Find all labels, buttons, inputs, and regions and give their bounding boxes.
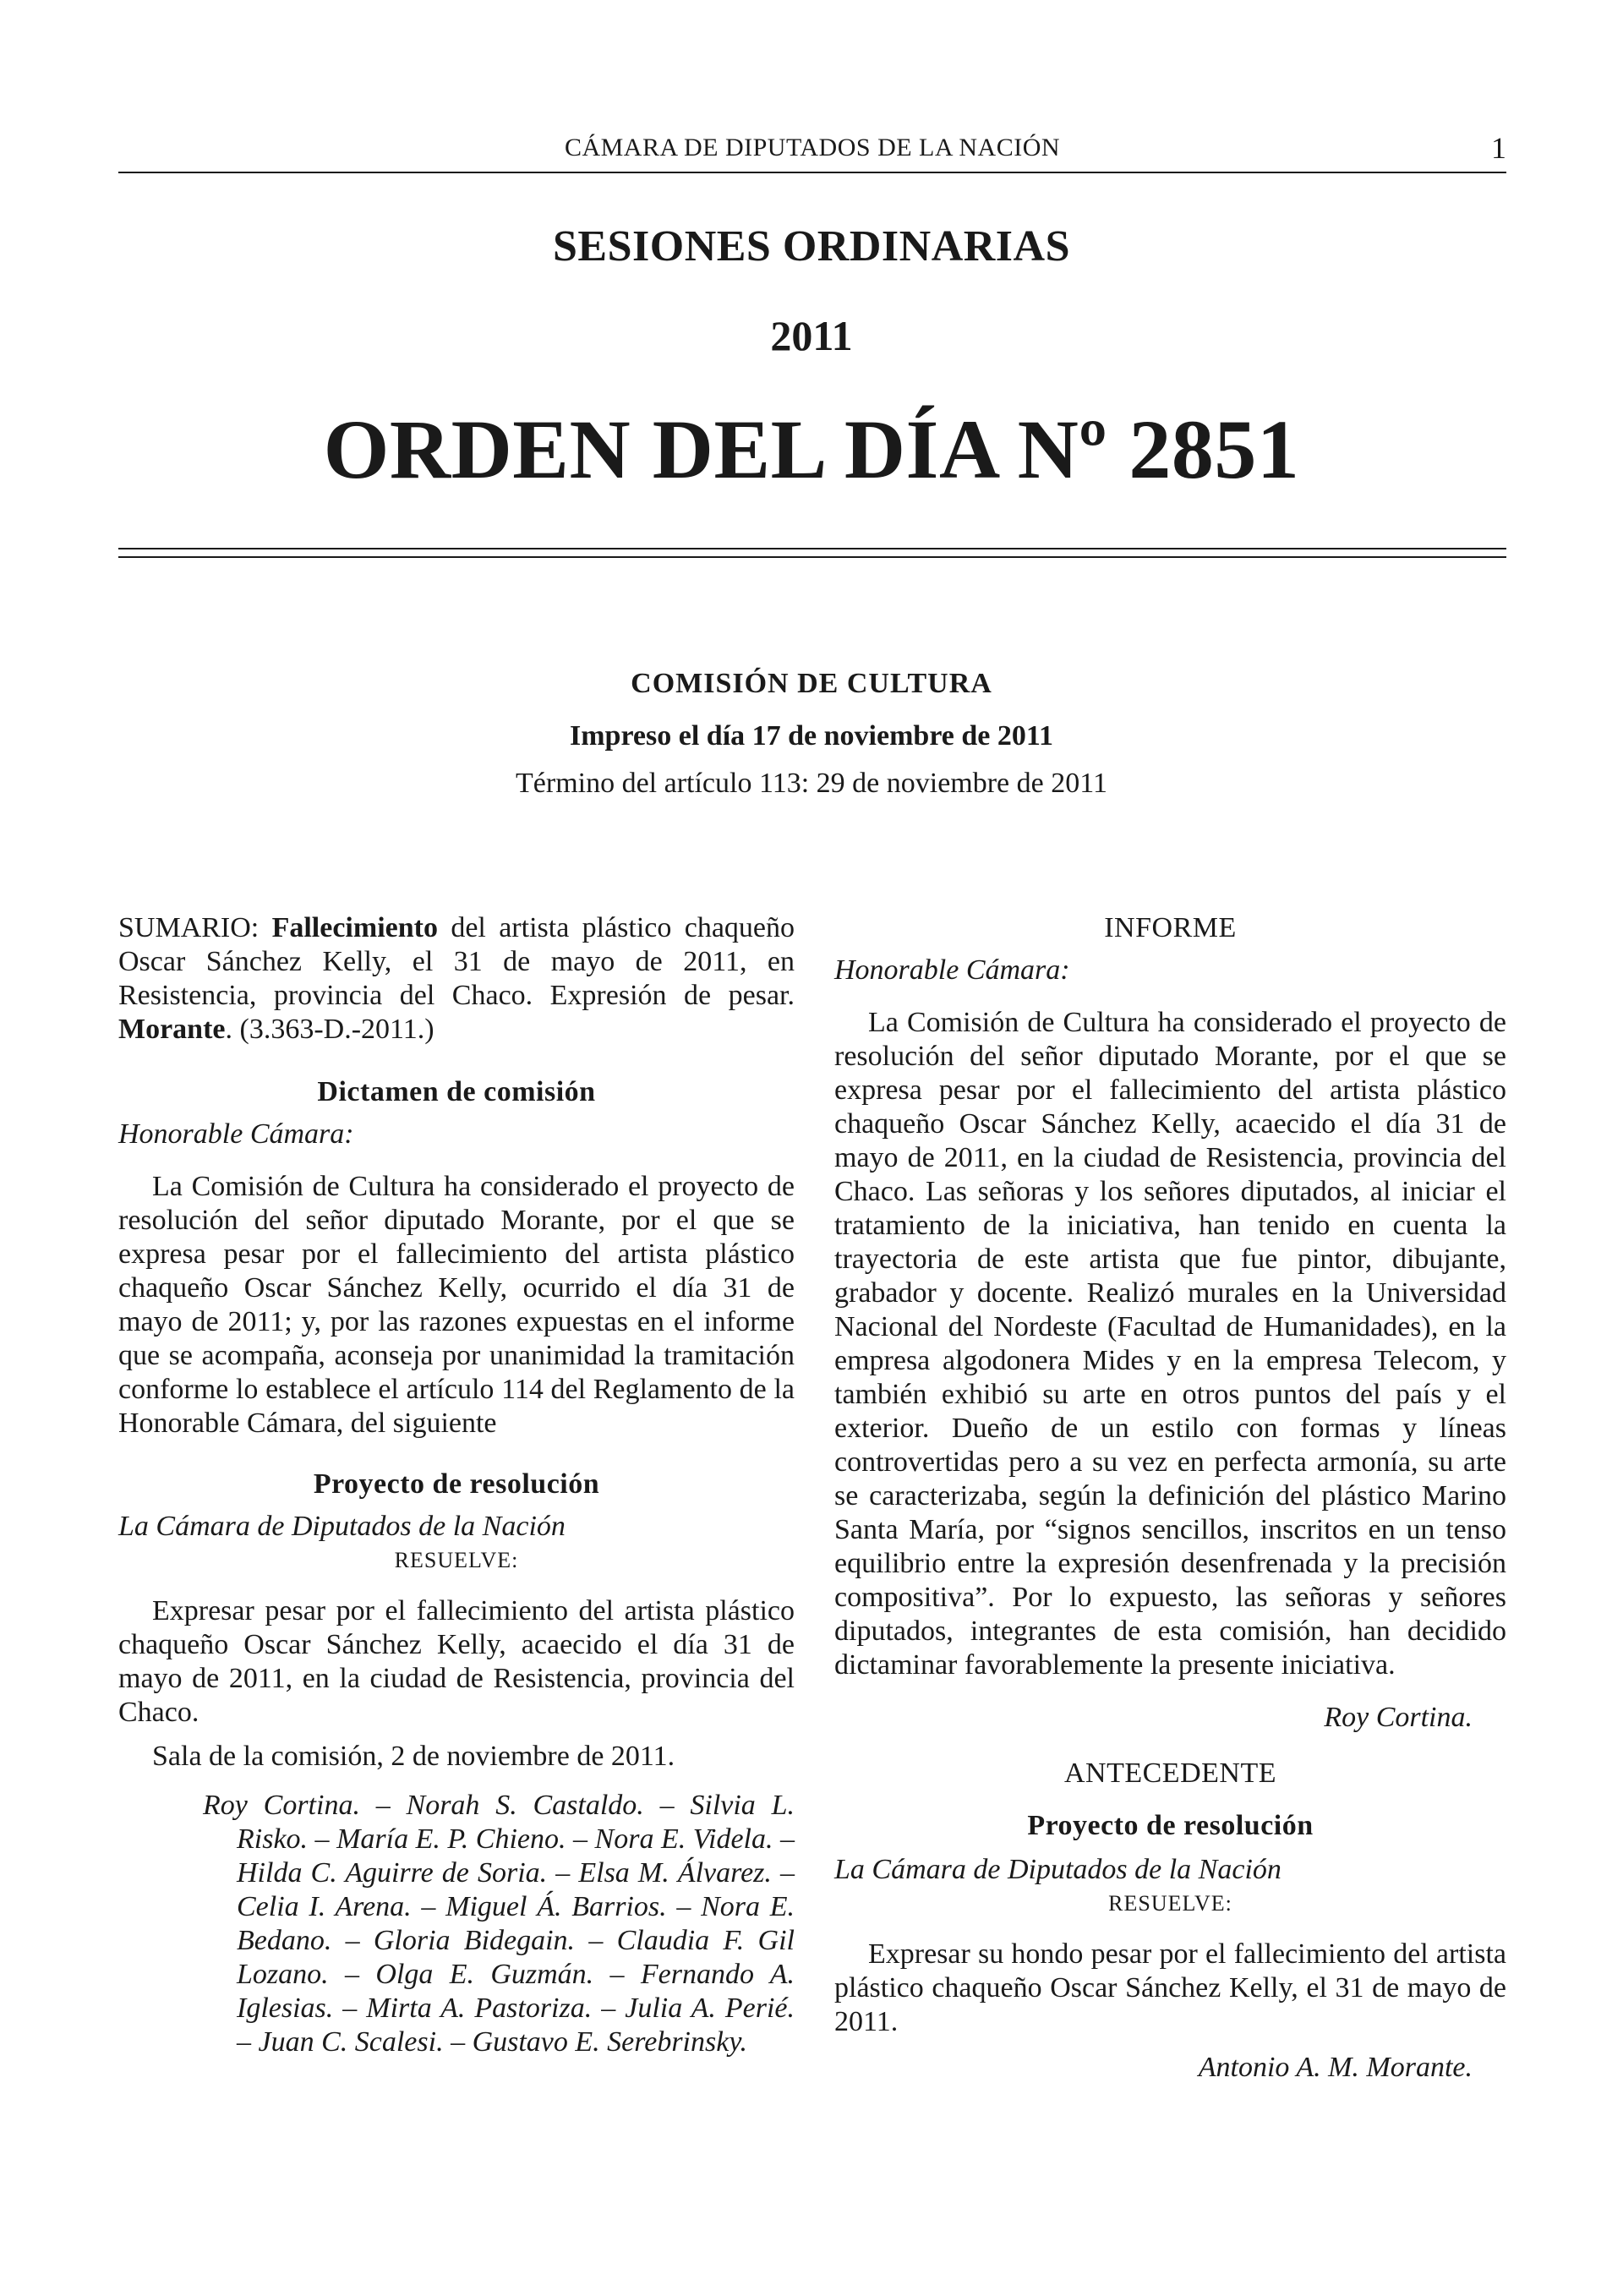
resuelve-label: RESUELVE:: [394, 1548, 519, 1572]
sumario: [118, 911, 795, 1047]
header-rule: [118, 172, 1506, 173]
dictamen-salutation: Honorable Cámara:: [118, 1118, 354, 1150]
sumario-keyword: Fallecimiento: [271, 912, 438, 943]
signers-list: Roy Cortina. – Norah S. Castaldo. – Silvia L. Risko. – María E. P. Chieno. – Nora E. Videla. – Hilda C. Aguirre de Soria. – Elsa M. Álvarez. – Celia I. Arena. – Miguel Á. Barrios. – Nora E. Bedano. – Gloria Bidegain. – Claudia F. Gil Lozano. – Olga E. Guzmán. – Fernando A. Iglesias. – Mirta A. Pastoriza. – Julia A. Perié. – Juan C. Scalesi. – Gustavo E. Serebrinsky.: [203, 1790, 795, 2058]
informe-signer: Roy Cortina.: [1324, 1702, 1473, 1733]
antecedente-signer: Antonio A. M. Morante.: [1198, 2052, 1473, 2083]
term-date: Término del artículo 113: 29 de noviembre de 2011: [516, 768, 1107, 799]
title-rule-bottom: [118, 556, 1506, 558]
antecedente-body: Expresar su hondo pesar por el fallecimiento del artista plástico chaqueño Oscar Sánchez Kelly, el 31 de mayo de 2011.: [834, 1938, 1506, 2037]
left-column: [118, 911, 795, 2059]
antecedente-heading: ANTECEDENTE: [1063, 1758, 1276, 1789]
camara-line: La Cámara de Diputados de la Nación: [118, 1511, 566, 1542]
sumario-author: Morante: [118, 1014, 226, 1045]
title-rule-top: [118, 548, 1506, 549]
dictamen-body: La Comisión de Cultura ha considerado el proyecto de resolución del señor diputado Morante, por el que se expresa pesar por el fallecimiento del artista plástico chaqueño Oscar Sánchez Kelly, ocurrido el día 31 de mayo de 2011; y, por las razones expuestas en el informe que se acompaña, aconseja por unanimidad la tramitación conforme lo establece el artículo 114 del Reglamento de la Honorable Cámara, del siguiente: [118, 1171, 795, 1439]
sala-line: Sala de la comisión, 2 de noviembre de 2011.: [152, 1741, 675, 1772]
running-title: CÁMARA DE DIPUTADOS DE LA NACIÓN: [564, 134, 1061, 161]
committee-name: COMISIÓN DE CULTURA: [631, 668, 992, 699]
sesiones-title: SESIONES ORDINARIAS: [552, 222, 1071, 271]
antecedente-camara-line: La Cámara de Diputados de la Nación: [834, 1854, 1281, 1885]
informe-body: La Comisión de Cultura ha considerado el proyecto de resolución del señor diputado Morante, por el que se expresa pesar por el fallecimiento del artista plástico chaqueño Oscar Sánchez Kelly, acaecido el día 31 de mayo de 2011, en la ciudad de Resistencia, provincia del Chaco. Las señoras y los señores diputados, al iniciar el tratamiento de la iniciativa, han tenido en cuenta la trayectoria de este artista que fue pintor, dibujante, grabador y docente. Realizó murales en la Universidad Nacional del Nordeste (Facultad de Humanidades), en la empresa algodonera Mides y en la empresa Telecom, y también exhibió su arte en otros puntos del país y el exterior. Dueño de un estilo con formas y líneas controvertidas pero a su vez en perfecta armonía, su arte se caracterizaba, según la definición del plástico Marino Santa María, por “signos sencillos, inscritos en un tenso equilibrio entre la expresión desenfrenada y la precisión compositiva”. Por lo expuesto, las señoras y señores diputados, integrantes de esta comisión, han decidido dictaminar favorablemente la presente iniciativa.: [834, 1007, 1506, 1681]
antecedente-proyecto-heading: Proyecto de resolución: [1027, 1810, 1314, 1841]
antecedente-resuelve-label: RESUELVE:: [1108, 1891, 1232, 1916]
resolution-body: Expresar pesar por el fallecimiento del artista plástico chaqueño Oscar Sánchez Kelly, acaecido el día 31 de mayo de 2011, en la ciudad de Resistencia, provincia del Chaco.: [118, 1595, 795, 1728]
year-title: 2011: [770, 312, 853, 359]
proyecto-heading: Proyecto de resolución: [313, 1468, 600, 1500]
sumario-label: SUMARIO:: [118, 912, 272, 943]
orden-del-dia-title: ORDEN DEL DÍA Nº 2851: [323, 402, 1300, 496]
right-column: [834, 911, 1506, 2085]
sumario-ref: . (3.363-D.-2011.): [225, 1014, 434, 1045]
sumario-text: del artista plástico chaqueño Oscar Sánchez Kelly, el 31 de mayo de 2011, en Resistencia, provincia del Chaco. Expresión de pesar.: [118, 912, 795, 1011]
running-header: [118, 131, 1506, 167]
informe-salutation: Honorable Cámara:: [834, 954, 1070, 986]
informe-heading: INFORME: [1104, 912, 1237, 943]
page-number: 1: [1491, 131, 1506, 165]
dictamen-heading: Dictamen de comisión: [317, 1076, 596, 1107]
printed-date: Impreso el día 17 de noviembre de 2011: [569, 720, 1054, 752]
